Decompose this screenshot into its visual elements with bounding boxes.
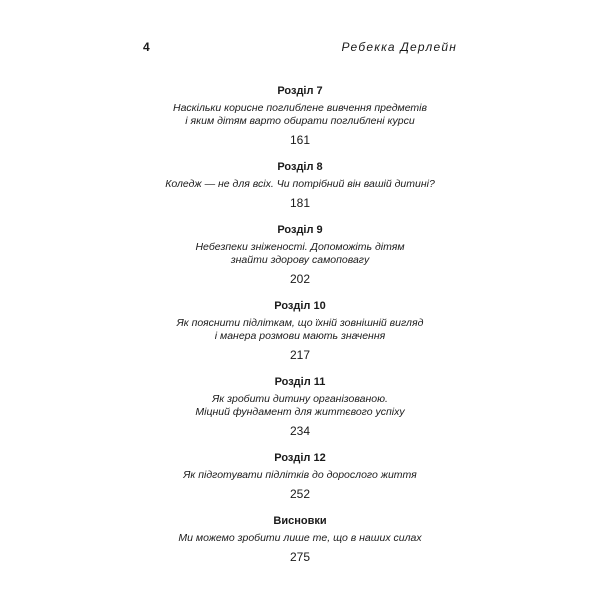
chapter-page-number: 181 bbox=[289, 196, 311, 210]
toc-entry-conclusions bbox=[143, 514, 457, 565]
chapter-heading: Висновки bbox=[273, 515, 327, 527]
chapter-page-number: 202 bbox=[289, 272, 311, 286]
toc-entry-chapter-12 bbox=[143, 451, 457, 502]
chapter-title-line: Як підготувати підлітків до дорослого життя bbox=[183, 469, 417, 481]
toc-entry-chapter-7 bbox=[143, 84, 457, 148]
chapter-page-number: 234 bbox=[289, 424, 311, 438]
chapter-title-line: Небезпеки зніженості. Допоможіть дітям bbox=[195, 241, 405, 253]
chapter-heading: Розділ 11 bbox=[274, 376, 326, 388]
chapter-heading: Розділ 9 bbox=[277, 224, 323, 236]
toc-entry-chapter-11 bbox=[143, 375, 457, 439]
chapter-title-line: Міцний фундамент для життєвого успіху bbox=[195, 406, 405, 418]
chapter-title-line: Ми можемо зробити лише те, що в наших силах bbox=[178, 532, 422, 544]
toc-entry-chapter-8 bbox=[143, 160, 457, 211]
chapter-heading: Розділ 12 bbox=[274, 452, 326, 464]
chapter-page-number: 217 bbox=[289, 348, 311, 362]
chapter-heading: Розділ 10 bbox=[274, 300, 326, 312]
toc-entry-chapter-9 bbox=[143, 223, 457, 287]
table-of-contents bbox=[143, 84, 457, 577]
chapter-title-line: Як пояснити підліткам, що їхній зовнішній вигляд bbox=[176, 317, 424, 329]
page-number: 4 bbox=[143, 40, 150, 54]
chapter-title-line: і манера розмови мають значення bbox=[214, 330, 386, 342]
toc-entry-chapter-10 bbox=[143, 299, 457, 363]
chapter-page-number: 161 bbox=[289, 133, 311, 147]
running-head-author: Ребекка Дерлейн bbox=[341, 40, 457, 54]
chapter-title-line: Наскільки корисне поглиблене вивчення предметів bbox=[173, 102, 427, 114]
chapter-title-line: знайти здорову самоповагу bbox=[230, 254, 370, 266]
chapter-title-line: Як зробити дитину організованою. bbox=[212, 393, 388, 405]
chapter-heading: Розділ 8 bbox=[277, 161, 323, 173]
chapter-title-line: і яким дітям варто обирати поглиблені курси bbox=[185, 115, 415, 127]
chapter-page-number: 252 bbox=[289, 487, 311, 501]
chapter-page-number: 275 bbox=[289, 550, 311, 564]
chapter-title-line: Коледж — не для всіх. Чи потрібний він вашій дитині? bbox=[165, 178, 435, 190]
chapter-heading: Розділ 7 bbox=[277, 85, 323, 97]
